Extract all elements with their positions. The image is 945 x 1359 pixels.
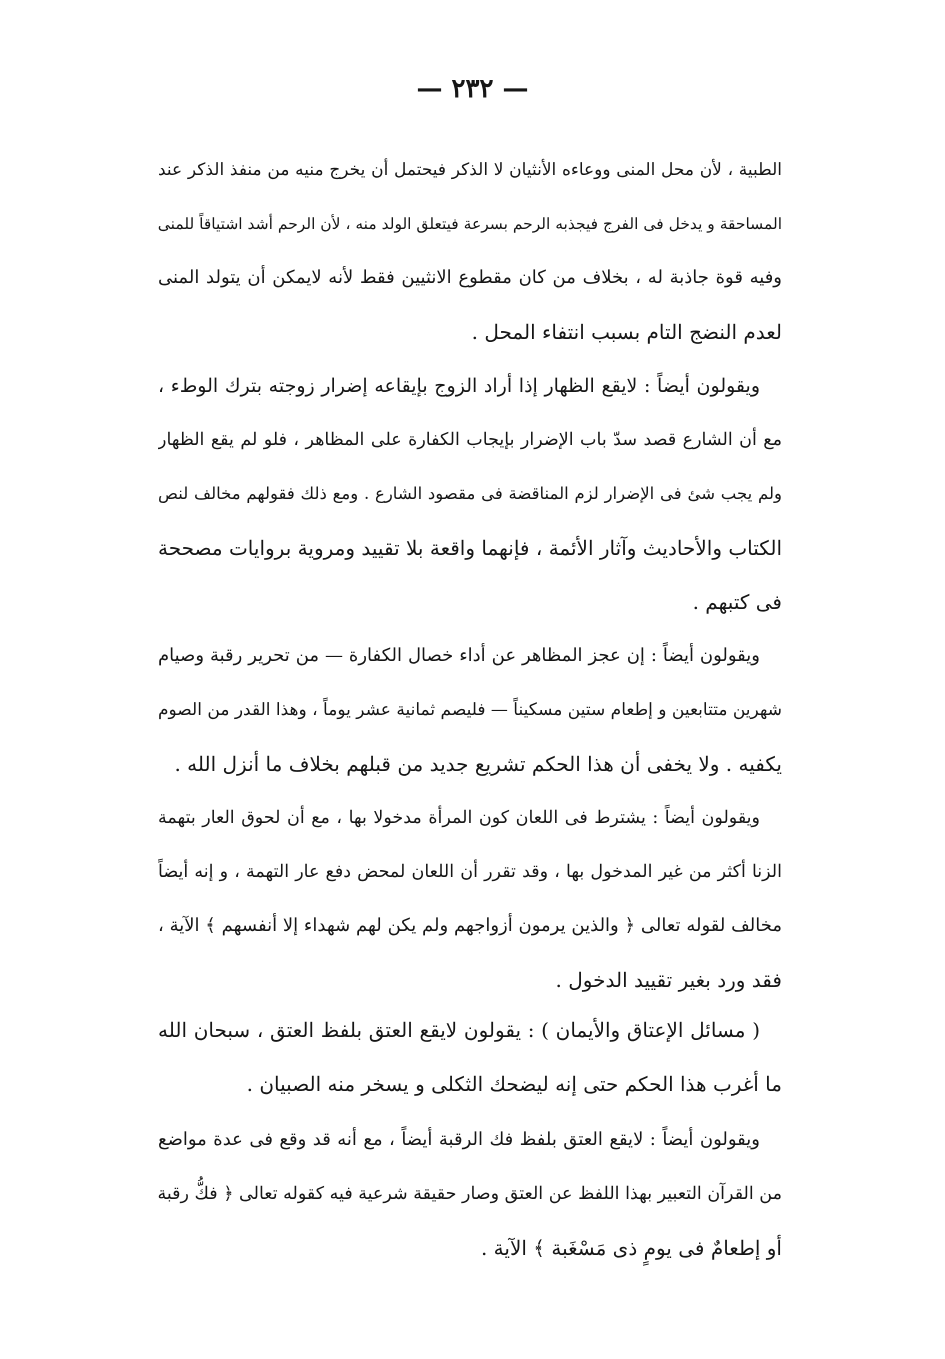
paragraph-5: [158, 1003, 782, 1111]
text-line: أو إطعامٌ فى يومٍ ذى مَسْغَبة ﴾ الآية .: [480, 1236, 782, 1260]
text-line: ويقولون أيضاً : لايقع الظهار إذا أراد الزوج بإيقاعه إضرار زوجته بترك الوطء ،: [158, 375, 760, 397]
paragraph-4: [158, 791, 782, 1007]
paragraph-6: [158, 1113, 782, 1275]
text-line: مع أن الشارع قصد سدّ باب الإضرار بإيجاب الكفارة على المظاهر ، فلو لم يقع الظهار: [158, 430, 782, 450]
text-line: مخالف لقوله تعالى ﴿ والذين يرمون أزواجهم ولم يكن لهم شهداء إلا أنفسهم ﴾ الآية ،: [158, 915, 782, 936]
page-number: — ٢٣٢ —: [416, 74, 529, 104]
text-line: فى كتبهم .: [692, 590, 782, 614]
text-line: يكفيه . ولا يخفى أن هذا الحكم تشريع جديد من قبلهم بخلاف ما أنزل الله .: [174, 752, 782, 776]
paragraph-3: [158, 629, 782, 791]
text-line: من القرآن التعبير بهذا اللفظ عن العتق وصار حقيقة شرعية فيه كقوله تعالى ﴿ فكُّ رقبة: [158, 1184, 782, 1204]
text-line: فقد ورد بغير تقييد الدخول .: [555, 968, 782, 992]
text-line: الزنا أكثر من غير المدخول بها ، وقد تقرر أن اللعان لمحض دفع عار التهمة ، و إنه أيضاً: [158, 862, 782, 882]
text-line: الكتاب والأحاديث وآثار الأئمة ، فإنهما واقعة بلا تقييد ومروية بروايات مصححة: [158, 536, 782, 560]
text-line: ( مسائل الإعتاق والأيمان ) : يقولون لايقع العتق بلفظ العتق ، سبحان الله: [158, 1018, 760, 1042]
text-line: لعدم النضج التام بسبب انتفاء المحل .: [471, 320, 782, 344]
text-line: ويقولون أيضاً : يشترط فى اللعان كون المرأة مدخولا بها ، مع أن لحوق العار بتهمة: [158, 808, 760, 828]
text-line: ولم يجب شئ فى الإضرار لزم المناقضة فى مقصود الشارع . ومع ذلك فقولهم مخالف لنص: [158, 484, 782, 503]
text-line: الطبية ، لأن محل المنى ووعاءه الأنثيان لا الذكر فيحتمل أن يخرج منيه من منفذ الذكر عند: [158, 160, 782, 180]
text-line: شهرين متتابعين و إطعام ستين مسكيناً — فليصم ثمانية عشر يوماً ، وهذا القدر من الصوم: [158, 700, 782, 720]
text-line: ما أغرب هذا الحكم حتى إنه ليضحك الثكلى و يسخر منه الصبيان .: [246, 1072, 782, 1096]
text-line: ويقولون أيضاً : إن عجز المظاهر عن أداء خصال الكفارة — من تحرير رقبة وصيام: [158, 645, 760, 666]
paragraph-1: [158, 143, 782, 359]
text-line: ويقولون أيضاً : لايقع العتق بلفظ فك الرقبة أيضاً ، مع أنه قد وقع فى عدة مواضع: [158, 1129, 760, 1150]
text-line: وفيه قوة جاذبة له ، بخلاف من كان مقطوع الانثيين فقط لأنه لايمكن أن يتولد المنى: [158, 267, 782, 288]
text-line: المساحقة و يدخل فى الفرج فيجذبه الرحم بسرعة فيتعلق الولد منه ، لأن الرحم أشد اشتياقاً للمنى: [158, 215, 782, 233]
paragraph-2: [158, 359, 782, 629]
